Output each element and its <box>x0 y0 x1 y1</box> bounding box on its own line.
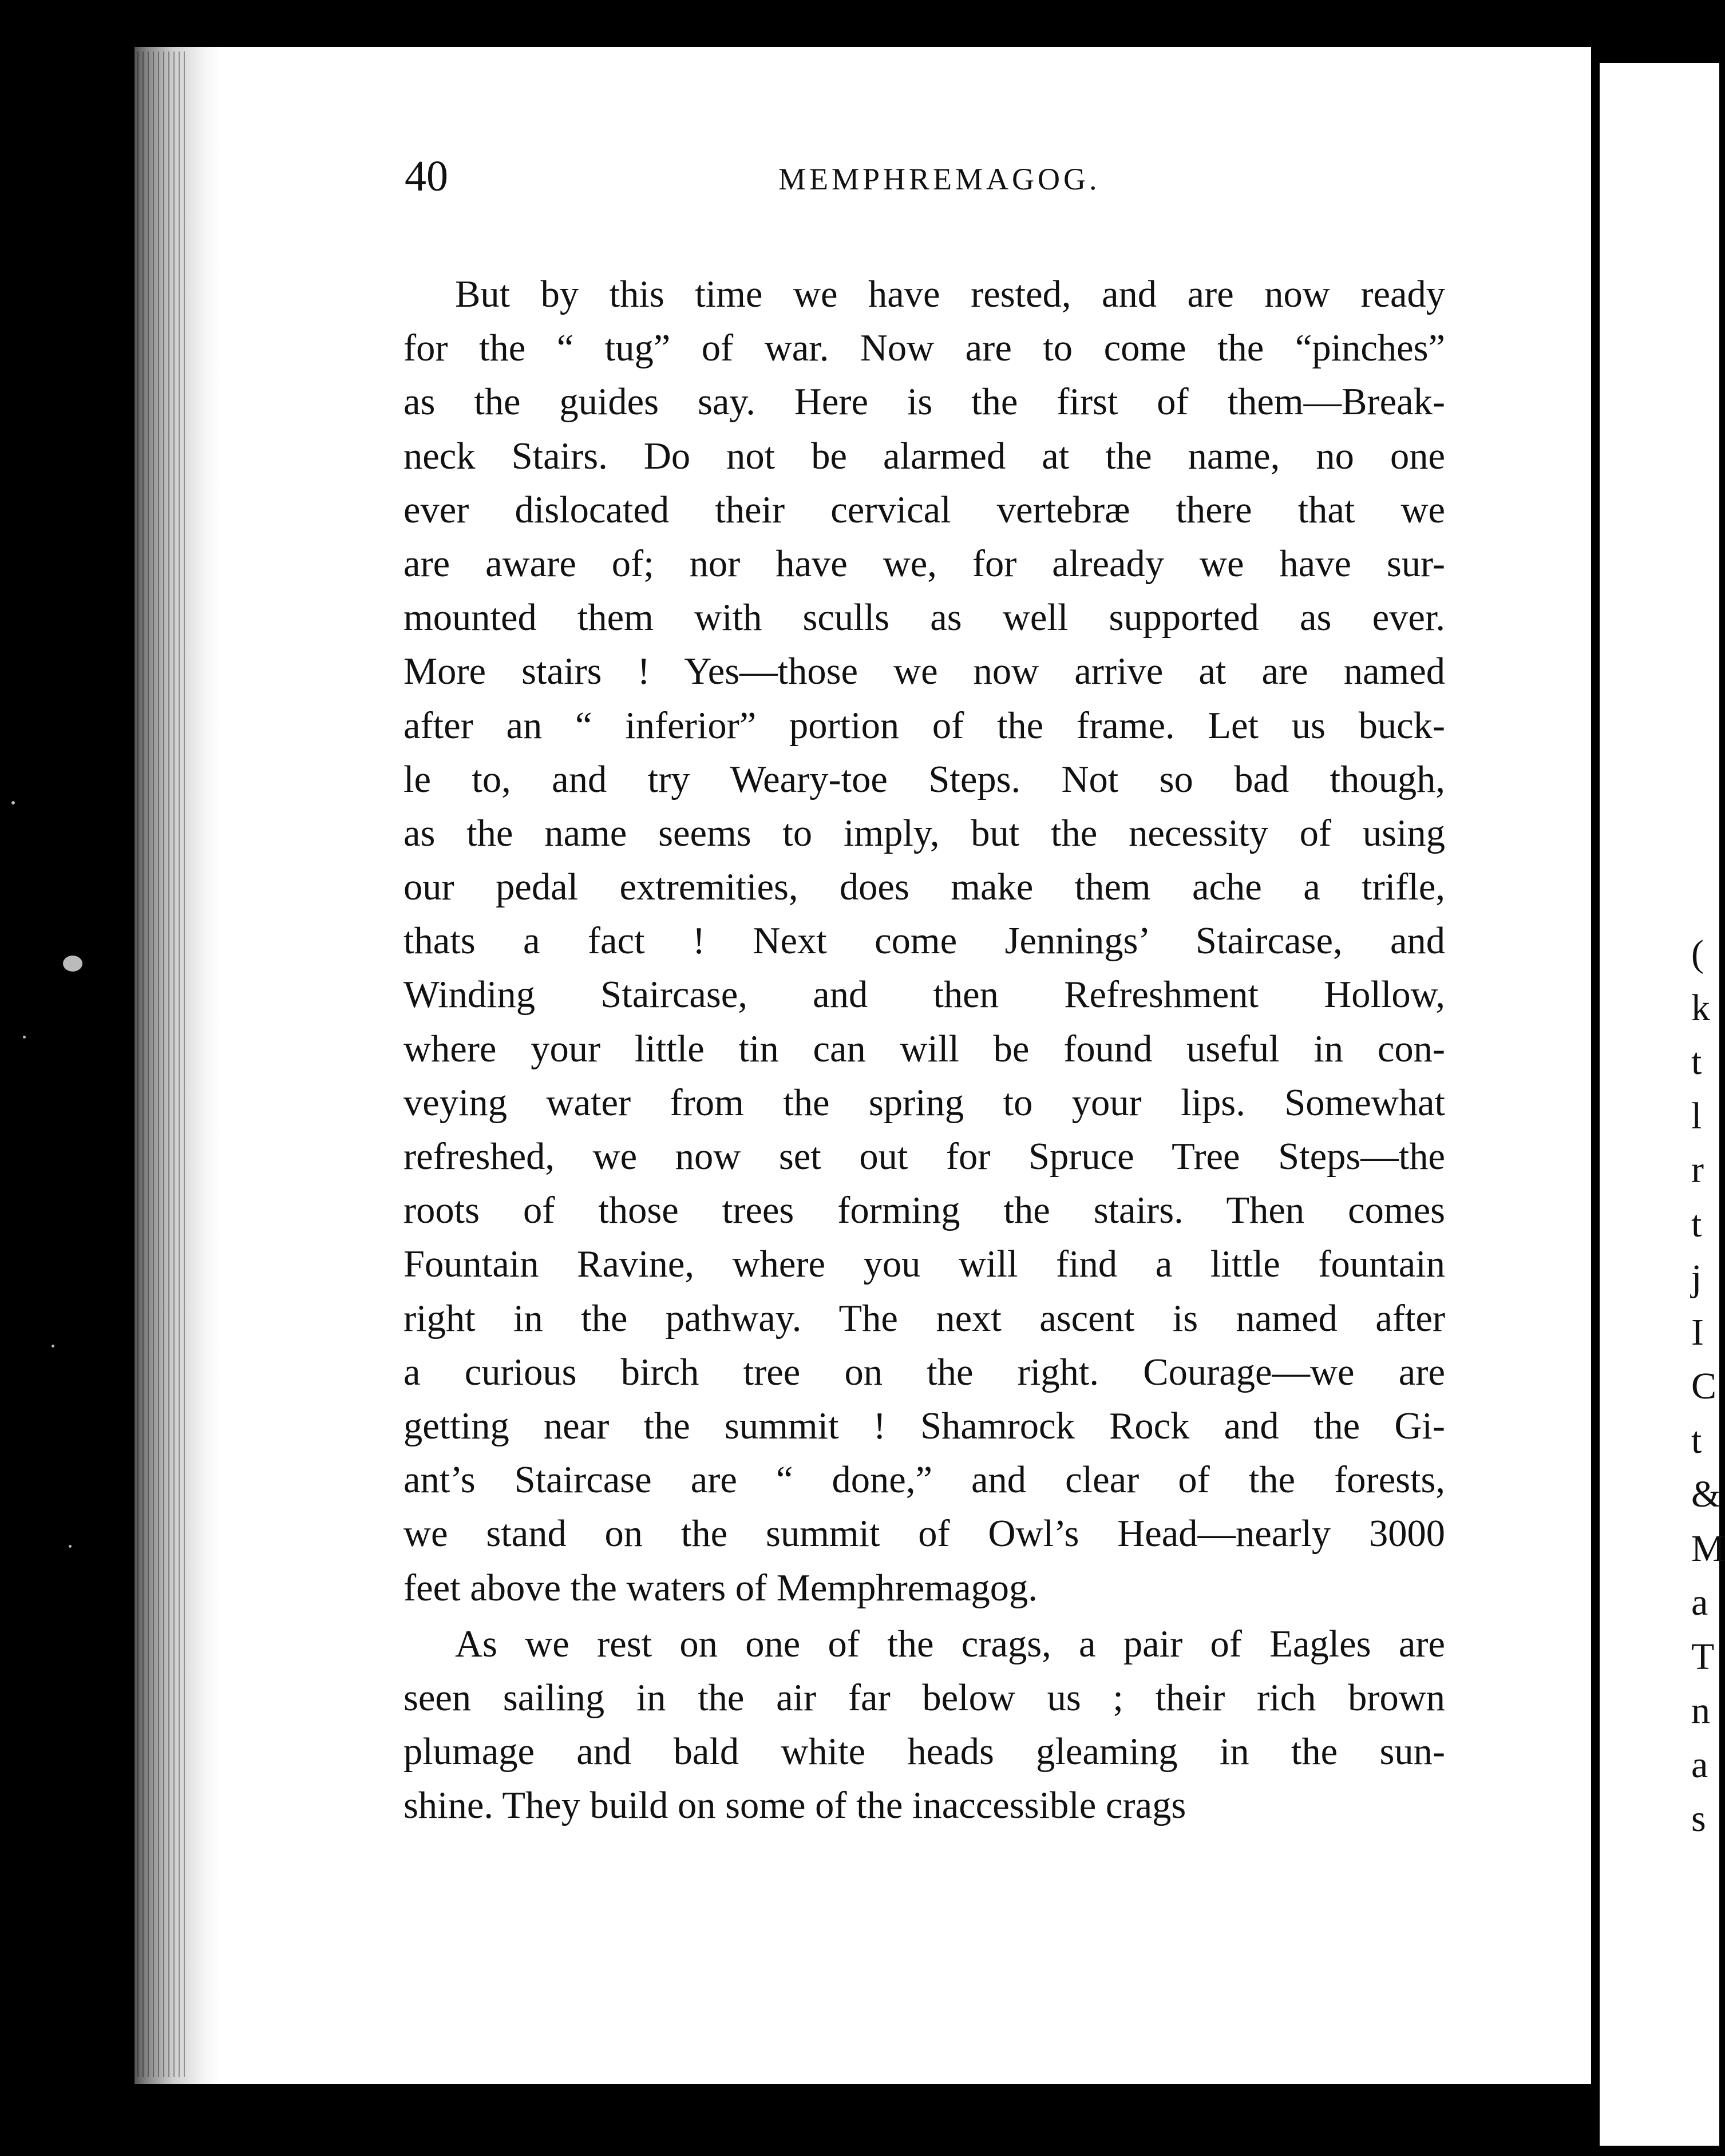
text-line: roots of those trees forming the stairs. Then comes <box>403 1190 1445 1232</box>
text-line: are aware of; nor have we, for already we have sur- <box>403 542 1445 585</box>
facing-page-fragment: M <box>1691 1527 1725 1570</box>
facing-page-fragment: ( <box>1691 933 1704 974</box>
body-text <box>403 268 1445 1833</box>
text-line: Winding Staircase, and then Refreshment Hollow, <box>403 974 1445 1016</box>
facing-page-letters <box>1691 927 1725 1846</box>
facing-page-fragment: a <box>1691 1582 1708 1623</box>
text-line: More stairs ! Yes—those we now arrive at are named <box>403 651 1445 693</box>
facing-page-fragment: n <box>1691 1690 1710 1731</box>
paragraph-2 <box>403 1618 1445 1833</box>
running-head: MEMPHREMAGOG. <box>778 162 1101 196</box>
text-line: we stand on the summit of Owl’s Head—nearly 3000 <box>403 1513 1445 1555</box>
facing-page-fragment: & <box>1691 1473 1721 1515</box>
text-line: getting near the summit ! Shamrock Rock and the Gi- <box>403 1405 1445 1447</box>
text-line: As we rest on one of the crags, a pair of Eagles are <box>455 1623 1445 1665</box>
facing-page-fragment: t <box>1691 1041 1702 1083</box>
facing-page-fragment: t <box>1691 1203 1702 1245</box>
text-line: feet above the waters of Memphremagog. <box>403 1567 1038 1609</box>
text-line: neck Stairs. Do not be alarmed at the name, no one <box>403 435 1445 477</box>
text-line: ant’s Staircase are “ done,” and clear of the forests, <box>403 1459 1445 1501</box>
facing-page-fragment: a <box>1691 1743 1708 1786</box>
text-line: a curious birch tree on the right. Courage—we are <box>403 1351 1445 1393</box>
facing-page-fragment: I <box>1691 1311 1704 1353</box>
facing-page-fragment: T <box>1691 1635 1715 1678</box>
text-line: where your little tin can will be found useful in con- <box>403 1028 1445 1070</box>
text-line: as the guides say. Here is the first of them—Break- <box>403 381 1445 423</box>
facing-page-fragment: C <box>1691 1365 1717 1407</box>
text-line: right in the pathway. The next ascent is named after <box>403 1297 1445 1339</box>
text-line: as the name seems to imply, but the necessity of using <box>403 812 1445 854</box>
facing-page-fragment: j <box>1691 1257 1702 1299</box>
page-number: 40 <box>405 152 448 200</box>
text-line: mounted them with sculls as well supported as ever. <box>403 597 1445 639</box>
text-line: for the “ tug” of war. Now are to come the “pinches” <box>403 327 1445 370</box>
text-line: refreshed, we now set out for Spruce Tree Steps—the <box>403 1136 1445 1178</box>
text-line: shine. They build on some of the inaccessible crags <box>403 1785 1186 1827</box>
text-line: veying water from the spring to your lips. Somewhat <box>403 1081 1445 1124</box>
facing-page-fragment: k <box>1691 986 1710 1029</box>
text-line: ever dislocated their cervical vertebræ there that we <box>403 489 1445 531</box>
facing-page-fragment: s <box>1691 1798 1706 1840</box>
text-line: But by this time we have rested, and are now ready <box>455 274 1445 315</box>
paragraph-1 <box>403 268 1445 1615</box>
text-line: le to, and try Weary-toe Steps. Not so bad though, <box>403 758 1445 800</box>
facing-page-fragment: l <box>1691 1095 1702 1137</box>
text-line: seen sailing in the air far below us ; their rich brown <box>403 1677 1445 1719</box>
page-edges <box>137 51 189 2077</box>
text-line: thats a fact ! Next come Jennings’ Staircase, and <box>403 920 1445 962</box>
text-line: Fountain Ravine, where you will find a little fountain <box>403 1243 1445 1286</box>
text-line: plumage and bald white heads gleaming in the sun- <box>403 1731 1445 1773</box>
text-line: our pedal extremities, does make them ache a trifle, <box>403 866 1445 909</box>
facing-page-fragment: t <box>1691 1419 1702 1461</box>
facing-page-fragment: r <box>1691 1149 1704 1191</box>
text-line: after an “ inferior” portion of the frame. Let us buck- <box>403 704 1445 747</box>
